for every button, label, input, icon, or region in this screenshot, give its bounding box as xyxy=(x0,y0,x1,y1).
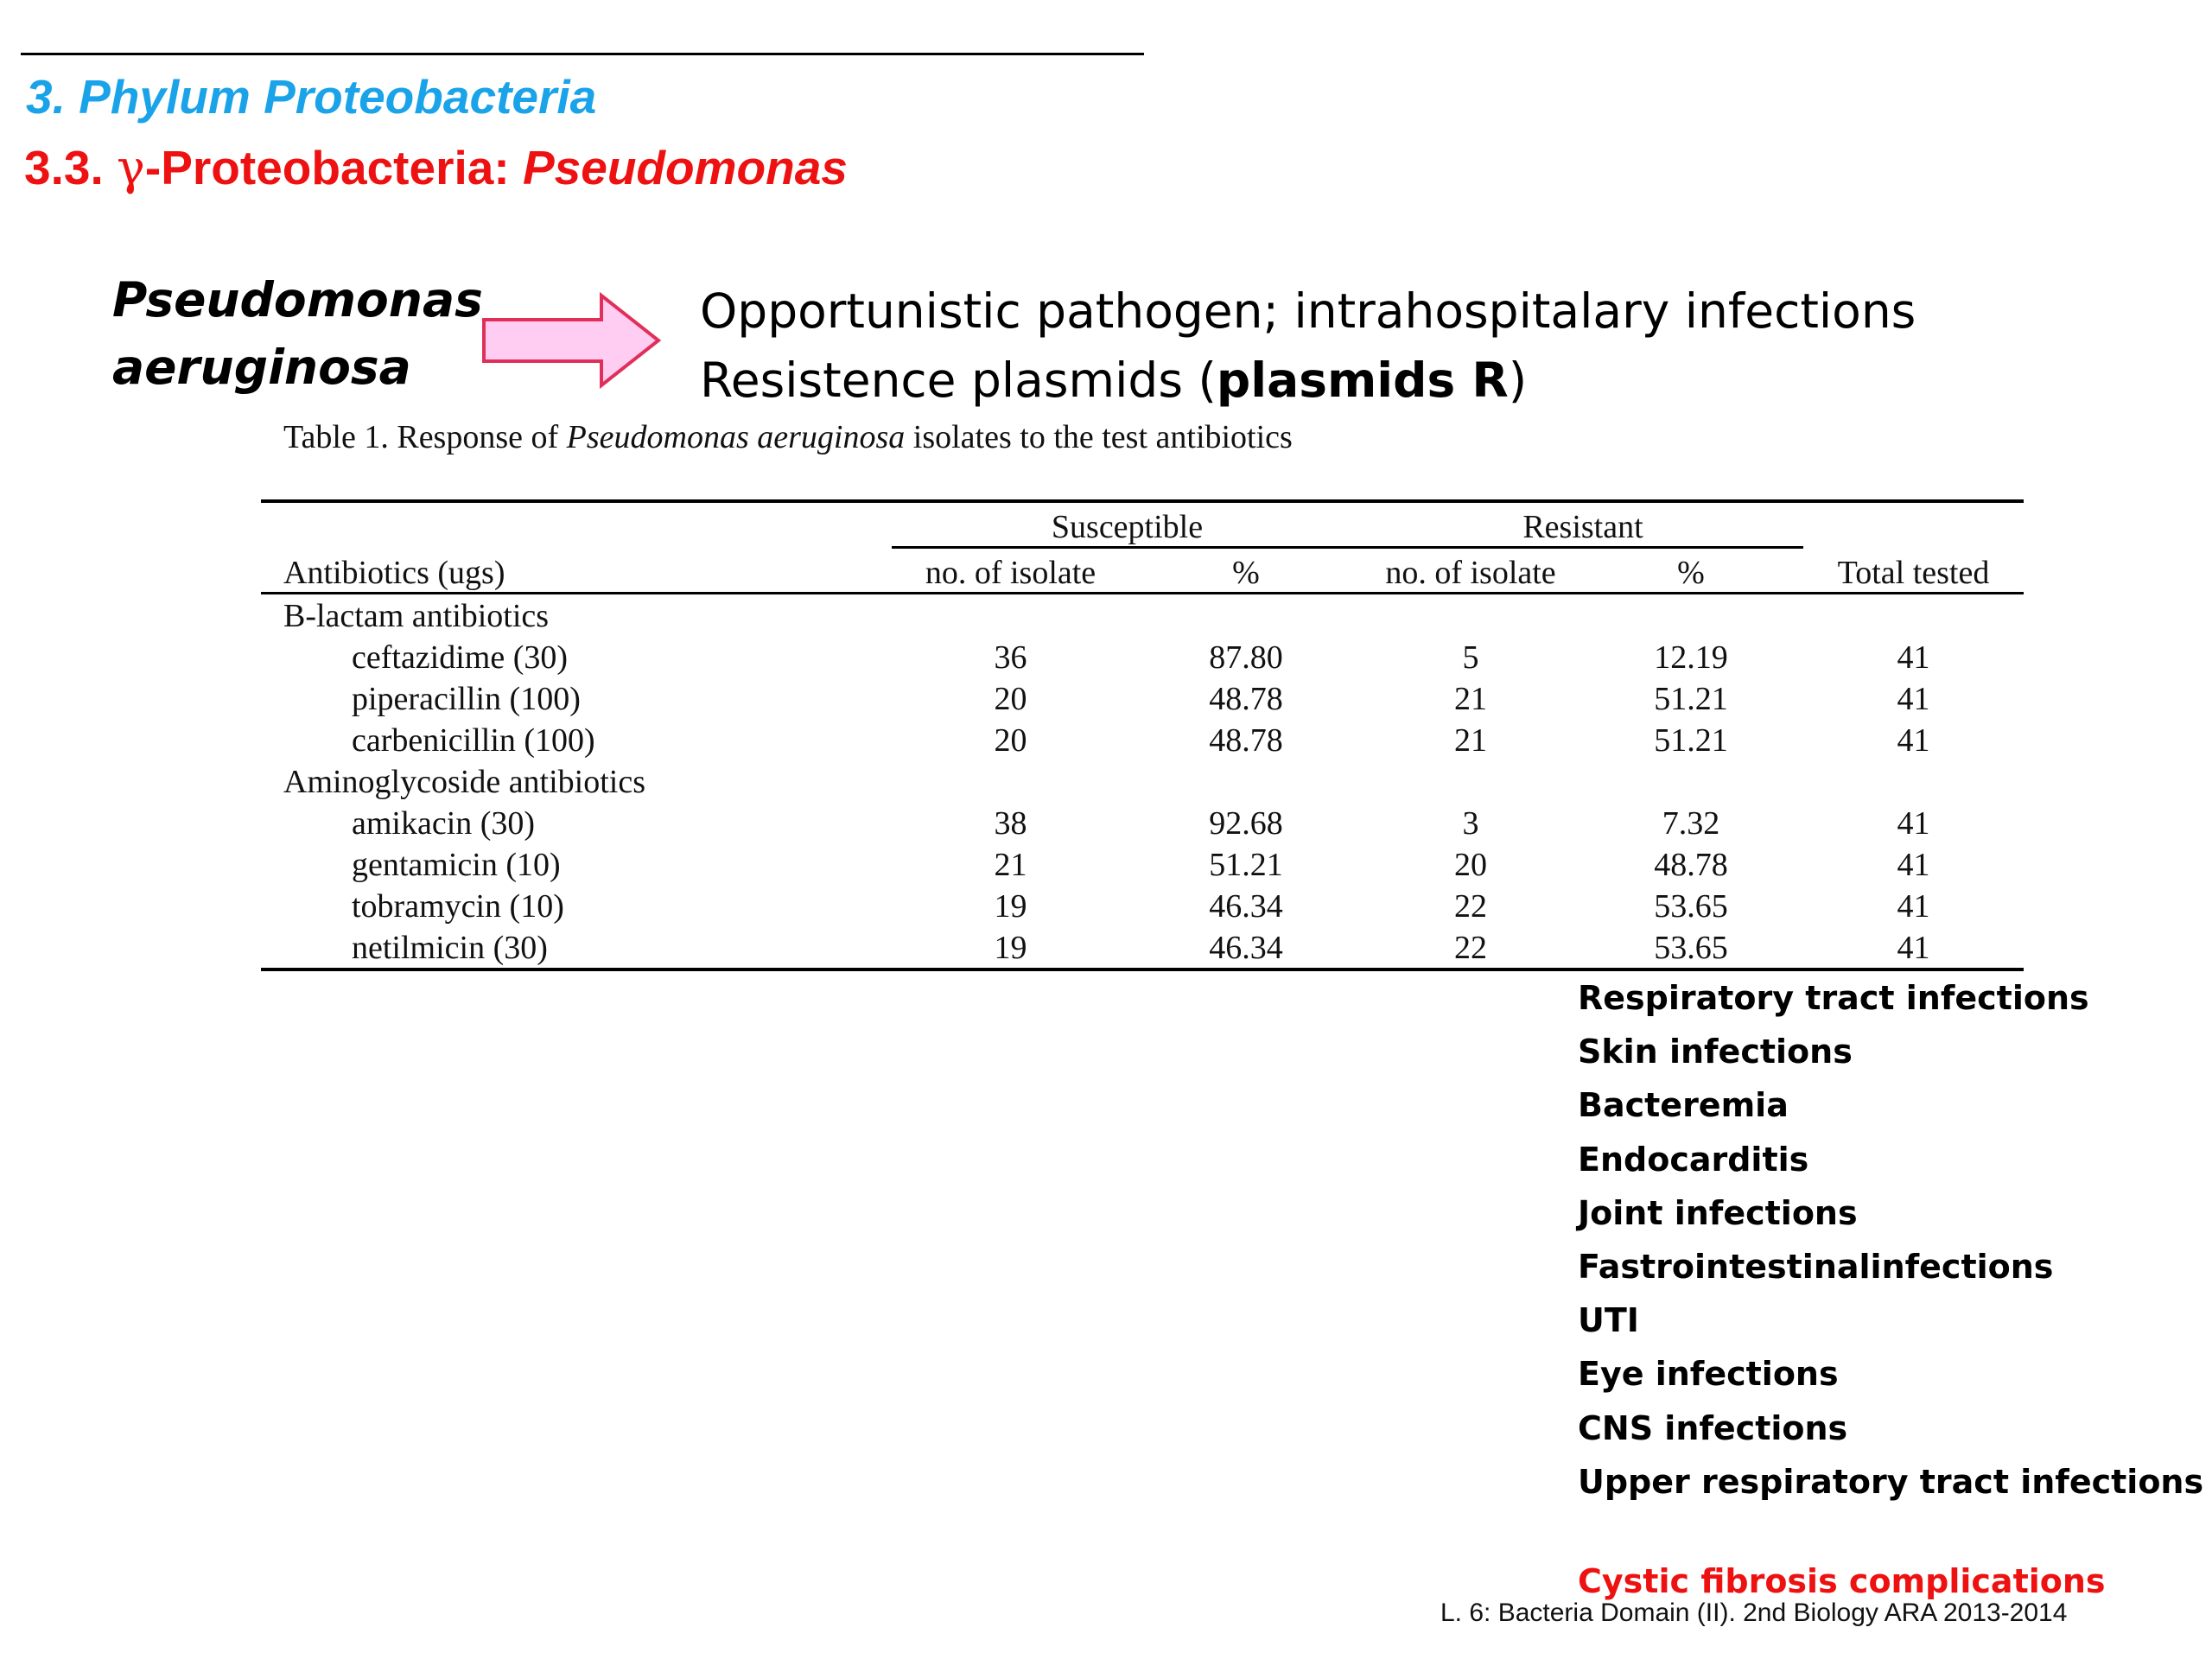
sus-count: 20 xyxy=(994,681,1027,717)
res-count: 3 xyxy=(1462,805,1479,842)
list-item: Joint infections xyxy=(1578,1193,1858,1232)
subsection-title xyxy=(24,140,848,195)
antibiotic-name: carbenicillin (100) xyxy=(352,722,595,759)
res-count: 21 xyxy=(1454,681,1487,717)
sus-percent: 46.34 xyxy=(1209,888,1283,925)
sus-percent: 51.21 xyxy=(1209,847,1283,883)
infections-list xyxy=(1578,971,2203,1509)
description xyxy=(700,276,1916,415)
antibiotic-response-table xyxy=(261,499,2024,971)
table-caption xyxy=(283,418,1293,456)
total-tested: 41 xyxy=(1897,722,1930,759)
res-percent: 48.78 xyxy=(1654,847,1728,883)
list-item: CNS infections xyxy=(1578,1408,1848,1447)
species-name xyxy=(112,266,483,401)
table-row xyxy=(261,677,2024,719)
res-count: 22 xyxy=(1363,926,1579,969)
list-item: UTI xyxy=(1578,1301,1639,1340)
sus-percent: 92.68 xyxy=(1209,805,1283,842)
description-line-2-bold: plasmids R xyxy=(1216,353,1509,408)
description-line-2-post: ) xyxy=(1508,353,1528,408)
total-tested: 41 xyxy=(1897,639,1930,676)
table-row xyxy=(261,719,2024,760)
res-percent: 53.65 xyxy=(1579,926,1803,969)
total-tested: 41 xyxy=(1803,926,2024,969)
table-row xyxy=(261,926,2024,969)
group-name: Aminoglycoside antibiotics xyxy=(283,764,646,800)
list-item: Eye infections xyxy=(1578,1355,1839,1394)
table-row xyxy=(261,636,2024,677)
antibiotic-name: ceftazidime (30) xyxy=(352,639,569,676)
description-line-2-pre: Resistence plasmids ( xyxy=(700,353,1217,408)
caption-post: isolates to the test antibiotics xyxy=(905,419,1293,455)
res-percent: 12.19 xyxy=(1654,639,1728,676)
res-count: 5 xyxy=(1462,639,1479,676)
header-res-pct: % xyxy=(1579,548,1803,594)
header-res-no: no. of isolate xyxy=(1363,548,1579,594)
total-tested: 41 xyxy=(1897,681,1930,717)
table-row xyxy=(261,843,2024,885)
total-tested: 41 xyxy=(1897,847,1930,883)
list-item: Skin infections xyxy=(1578,1033,1853,1071)
res-percent: 53.65 xyxy=(1654,888,1728,925)
sus-count: 20 xyxy=(994,722,1027,759)
res-percent: 7.32 xyxy=(1662,805,1720,842)
section-title: 3. Phylum Proteobacteria xyxy=(26,70,597,124)
right-arrow-icon xyxy=(480,292,664,389)
gamma-symbol: γ xyxy=(117,140,145,195)
caption-pre: Table 1. Response of xyxy=(283,419,567,455)
res-percent: 51.21 xyxy=(1654,722,1728,759)
sus-count: 21 xyxy=(994,847,1027,883)
res-count: 20 xyxy=(1454,847,1487,883)
antibiotic-name: netilmicin (30) xyxy=(261,926,892,969)
sus-count: 19 xyxy=(994,888,1027,925)
sus-count: 19 xyxy=(892,926,1129,969)
res-count: 21 xyxy=(1454,722,1487,759)
antibiotic-name: piperacillin (100) xyxy=(352,681,581,717)
list-item: Respiratory tract infections xyxy=(1578,979,2089,1017)
header-antibiotics: Antibiotics (ugs) xyxy=(261,548,892,594)
header-sus-pct: % xyxy=(1129,548,1363,594)
res-count: 22 xyxy=(1454,888,1487,925)
sus-percent: 48.78 xyxy=(1209,722,1283,759)
top-divider xyxy=(21,53,1144,55)
antibiotic-name: gentamicin (10) xyxy=(352,847,561,883)
caption-italic: Pseudomonas aeruginosa xyxy=(566,419,906,455)
sus-count: 38 xyxy=(994,805,1027,842)
antibiotic-name: amikacin (30) xyxy=(352,805,536,842)
list-item: Upper respiratory tract infections xyxy=(1578,1462,2204,1501)
group-row xyxy=(261,760,2024,802)
list-item: Bacteremia xyxy=(1578,1086,1789,1125)
header-susceptible: Susceptible xyxy=(892,501,1363,548)
group-row xyxy=(261,594,2024,637)
subsection-genus: Pseudomonas xyxy=(522,141,848,194)
header-resistant: Resistant xyxy=(1363,501,1803,548)
res-percent: 51.21 xyxy=(1654,681,1728,717)
table-row xyxy=(261,885,2024,926)
subsection-middle: -Proteobacteria: xyxy=(144,141,523,194)
total-tested: 41 xyxy=(1897,805,1930,842)
sus-percent: 48.78 xyxy=(1209,681,1283,717)
cystic-fibrosis-note: Cystic fibrosis complications xyxy=(1578,1562,2106,1600)
species-line-2: aeruginosa xyxy=(112,340,411,395)
sus-count: 36 xyxy=(994,639,1027,676)
header-sus-no: no. of isolate xyxy=(892,548,1129,594)
list-item: Endocarditis xyxy=(1578,1140,1809,1179)
description-line-1: Opportunistic pathogen; intrahospitalary infections xyxy=(700,283,1916,339)
sus-percent: 46.34 xyxy=(1129,926,1363,969)
header-total: Total tested xyxy=(1803,548,2024,594)
group-name: B-lactam antibiotics xyxy=(283,598,550,634)
table-row xyxy=(261,802,2024,843)
species-line-1: Pseudomonas xyxy=(112,272,483,327)
sus-percent: 87.80 xyxy=(1209,639,1283,676)
list-item: Fastrointestinalinfections xyxy=(1578,1247,2054,1286)
subsection-prefix: 3.3. xyxy=(24,141,118,194)
description-line-2 xyxy=(700,346,1916,415)
antibiotic-name: tobramycin (10) xyxy=(352,888,564,925)
total-tested: 41 xyxy=(1897,888,1930,925)
slide-footer: L. 6: Bacteria Domain (II). 2nd Biology ARA 2013-2014 xyxy=(1440,1599,2068,1627)
